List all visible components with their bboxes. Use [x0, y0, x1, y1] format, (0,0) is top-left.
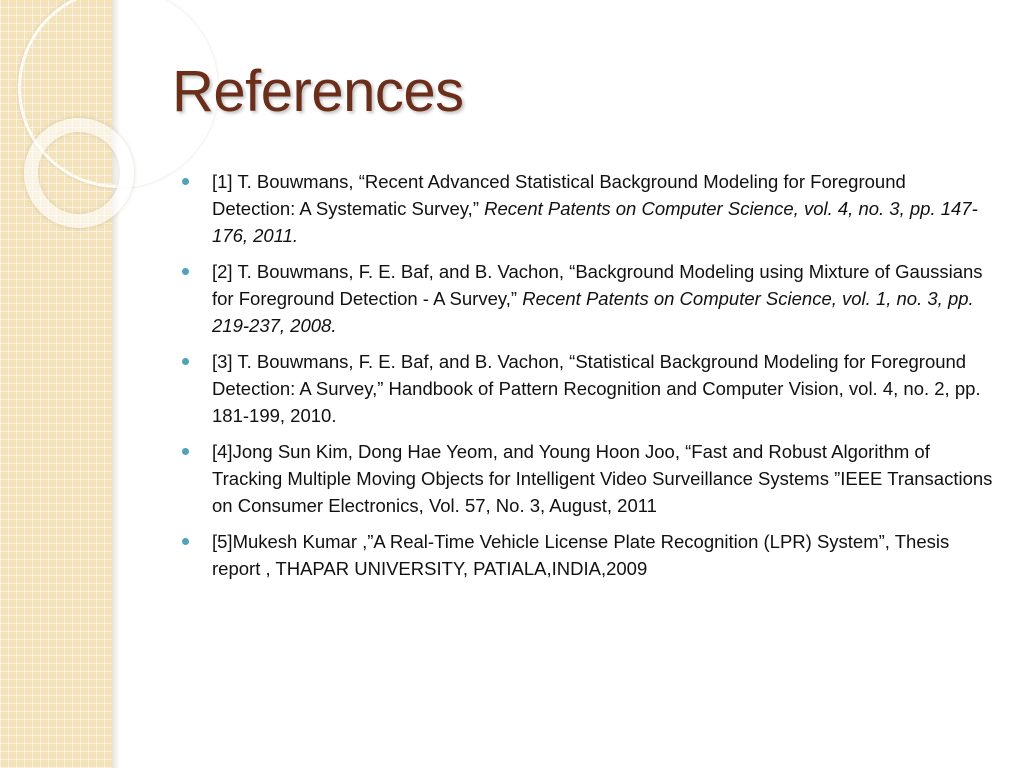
- reference-text: [4]Jong Sun Kim, Dong Hae Yeom, and Young Hoon Joo, “Fast and Robust Algorithm of Tracking Multiple Moving Objects for Intelligent Video Surveillance Systems ”IEEE Transactions on Consumer Electronics, Vol. 57, No. 3, August, 2011: [212, 441, 993, 516]
- reference-item-1: [182, 168, 994, 249]
- reference-item-2: [182, 258, 994, 339]
- references-list: [182, 168, 994, 591]
- reference-text: [2] T. Bouwmans, F. E. Baf, and B. Vachon, “Background Modeling using Mixture of Gaussians for Foreground Detection - A Survey,”: [212, 261, 983, 309]
- bullet-icon: [182, 358, 189, 365]
- bullet-icon: [182, 538, 189, 545]
- reference-item-3: [182, 348, 994, 429]
- decorative-ring-small: [24, 118, 134, 228]
- reference-text: [3] T. Bouwmans, F. E. Baf, and B. Vachon, “Statistical Background Modeling for Foreground Detection: A Survey,” Handbook of Pattern Recognition and Computer Vision, vol. 4, no. 2, pp. 181-199, 2010.: [212, 351, 981, 426]
- reference-source: Recent Patents on Computer Science, vol. 4, no. 3, pp. 147-176, 2011.: [212, 198, 978, 246]
- reference-item-4: [182, 438, 994, 519]
- reference-text: [5]Mukesh Kumar ,”A Real-Time Vehicle License Plate Recognition (LPR) System”, Thesis report , THAPAR UNIVERSITY, PATIALA,INDIA,2009: [212, 531, 950, 579]
- reference-text: [1] T. Bouwmans, “Recent Advanced Statistical Background Modeling for Foreground Detection: A Systematic Survey,”: [212, 171, 906, 219]
- bullet-icon: [182, 448, 189, 455]
- reference-source: Recent Patents on Computer Science, vol. 1, no. 3, pp. 219-237, 2008.: [212, 288, 974, 336]
- bullet-icon: [182, 178, 189, 185]
- slide-title: References: [172, 59, 464, 124]
- bullet-icon: [182, 268, 189, 275]
- reference-item-5: [182, 528, 994, 582]
